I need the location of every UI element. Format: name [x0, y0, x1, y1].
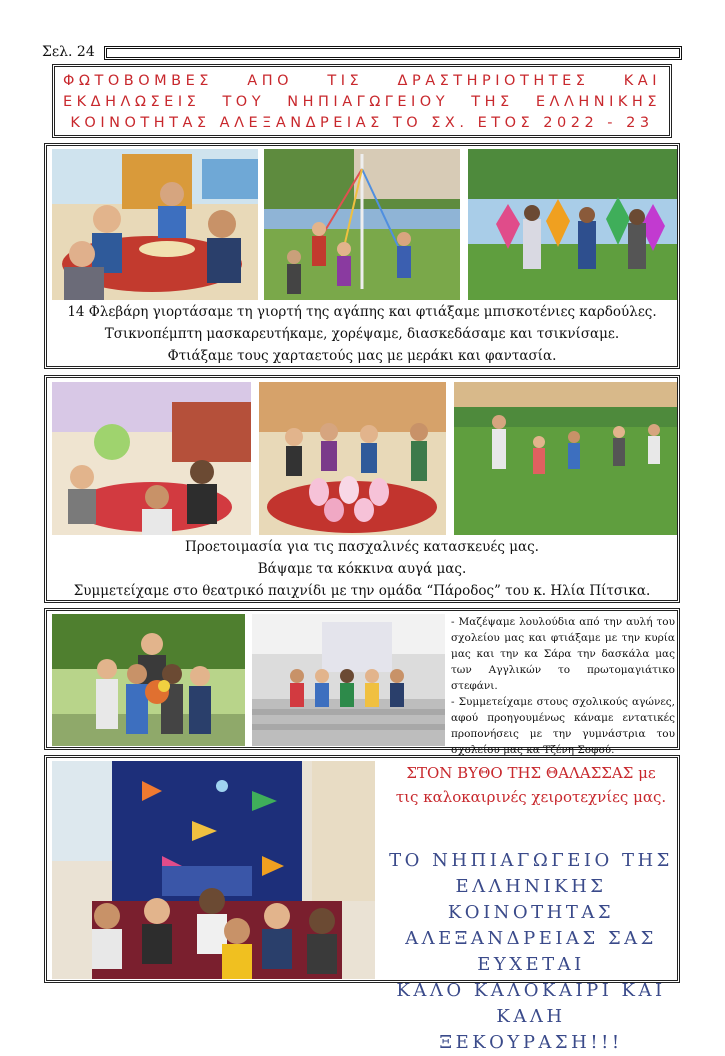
- heading-line-1: ΣΤΟΝ ΒΥΘΟ ΤΗΣ ΘΑΛΑΣΣΑΣ με: [406, 764, 656, 782]
- caption-line-3: Φτιάξαμε τους χαρταετούς μας με μεράκι και φαντασία.: [167, 348, 557, 364]
- section-valentines-carnival: [44, 143, 680, 369]
- photo-cookie-hearts: [52, 149, 258, 300]
- photo-easter-crafts: [52, 382, 251, 535]
- photo-school-games: [252, 614, 445, 746]
- photo-carnival-maypole: [264, 149, 460, 300]
- caption-line-2: Τσικνοπέμπτη μασκαρευτήκαμε, χορέψαμε, διασκεδάσαμε και τσικνίσαμε.: [104, 326, 620, 342]
- section-summer-greeting: [44, 755, 680, 1053]
- title-box: [52, 64, 672, 138]
- photo-kites: [468, 149, 677, 300]
- section-mayday-games: [44, 608, 680, 756]
- greeting-line-1: ΤΟ ΝΗΠΙΑΓΩΓΕΙΟ ΤΗΣ: [389, 850, 673, 871]
- caption-line-1: 14 Φλεβάρη γιορτάσαμε τη γιορτή της αγάπης και φτιάξαμε μπισκοτένιες καρδούλες.: [67, 304, 657, 320]
- greeting-line-4: ΚΑΛΟ ΚΑΛΟΚΑΙΡΙ ΚΑΙ ΚΑΛΗ: [396, 980, 666, 1027]
- paragraph-games: - Συμμετείχαμε στους σχολικούς αγώνες, αφού προηγουμένως κάναμε εντατικές προπονήσεις με την γυμνάστρια του σχολείου μας κα Τζένη Σοφού.: [451, 696, 675, 756]
- caption-line-1: Προετοιμασία για τις πασχαλινές κατασκευές μας.: [185, 539, 539, 555]
- paragraph-mayday: - Μαζέψαμε λουλούδια από την αυλή του σχολείου μας και φτιάξαμε με την κυρία μας και την κα Σάρα την δασκάλα μας των Αγγλικών το πρωτομαγιάτικο στεφάνι.: [451, 616, 675, 692]
- photo-theatre-game: [454, 382, 677, 535]
- header-rule: [104, 46, 682, 60]
- summer-greeting: [383, 848, 679, 1056]
- photo-mayday-wreath: [52, 614, 245, 746]
- photo-sea-crafts: [52, 761, 375, 979]
- greeting-line-3: ΑΛΕΞΑΝΔΡΕΙΑΣ ΣΑΣ ΕΥΧΕΤΑΙ: [405, 928, 657, 975]
- heading-line-2: τις καλοκαιρινές χειροτεχνίες μας.: [395, 788, 667, 806]
- greeting-line-5: ΞΕΚΟΥΡΑΣΗ!!!: [439, 1032, 623, 1053]
- sea-crafts-heading: [383, 761, 679, 809]
- page-number: Σελ. 24: [42, 44, 95, 60]
- section-easter-theatre: [44, 375, 680, 603]
- page-title: ΦΩΤΟΒΟΜΒΕΣ ΑΠΟ ΤΙΣ ΔΡΑΣΤΗΡΙΟΤΗΤΕΣ ΚΑΙ ΕΚΔΗΛΩΣΕΙΣ ΤΟΥ ΝΗΠΙΑΓΩΓΕΙΟΥ ΤΗΣ ΕΛΛΗΝΙΚΗΣ ΚΟΙΝΟΤΗΤΑΣ ΑΛΕΞΑΝΔΡΕΙΑΣ ΤΟ ΣΧ. ΕΤΟΣ 2022 - 23: [63, 73, 661, 131]
- photo-red-eggs: [259, 382, 446, 535]
- side-text: [451, 614, 675, 758]
- caption-line-2: Βάψαμε τα κόκκινα αυγά μας.: [257, 561, 467, 577]
- greeting-line-2: ΕΛΛΗΝΙΚΗΣ ΚΟΙΝΟΤΗΤΑΣ: [447, 876, 615, 923]
- caption-line-3: Συμμετείχαμε στο θεατρικό παιχνίδι με την ομάδα “Πάροδος” του κ. Ηλία Πίτσικα.: [73, 583, 651, 599]
